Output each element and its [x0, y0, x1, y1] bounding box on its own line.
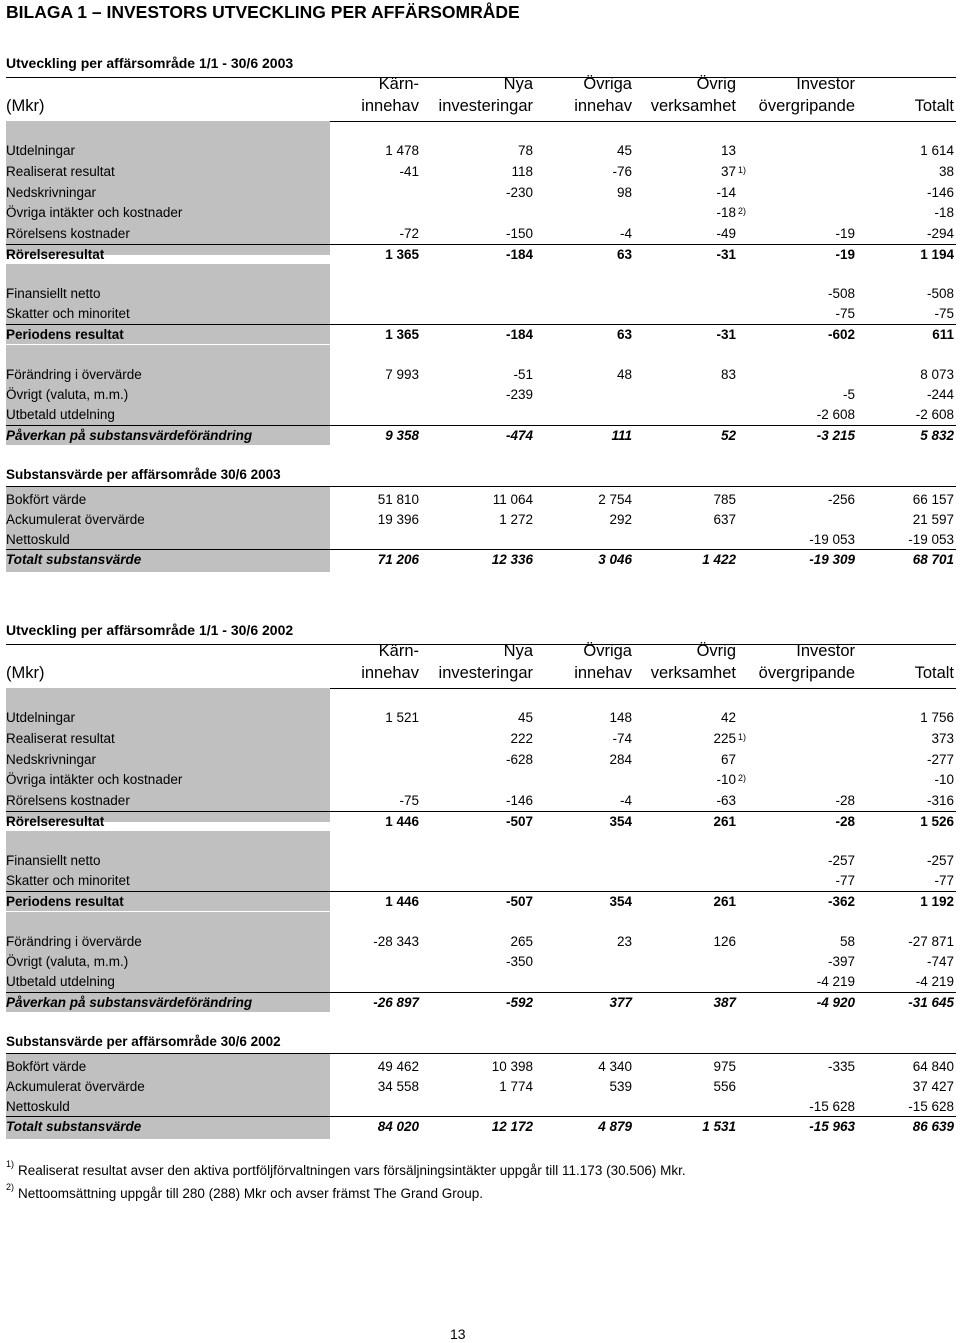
table-cell: -75	[399, 793, 419, 808]
table-cell: -146	[505, 793, 533, 808]
table-cell: -4 219	[915, 974, 954, 989]
row-label: Skatter och minoritet	[6, 873, 130, 888]
table-cell: -28	[835, 793, 855, 808]
column-header-5-line2: övergripande	[758, 664, 855, 682]
row-label: Rörelseresultat	[6, 247, 105, 262]
table-cell: -19	[835, 247, 855, 262]
table-cell: 1 531	[702, 1119, 736, 1134]
row-label: Utbetald utdelning	[6, 974, 115, 989]
column-header-4-line1: Övrig	[696, 75, 736, 93]
table-cell: -184	[505, 247, 533, 262]
subsection-title: Substansvärde per affärsområde 30/6 2002	[6, 1034, 281, 1049]
unit-label: (Mkr)	[6, 664, 45, 682]
table-cell: -350	[505, 954, 533, 969]
table-cell: -277	[926, 752, 954, 767]
page-number: 13	[450, 1326, 466, 1342]
table-cell: 1 365	[385, 247, 419, 262]
table-cell: 98	[616, 185, 632, 200]
table-cell: -19	[835, 226, 855, 241]
table-cell: 1 521	[385, 710, 419, 725]
table-cell: 45	[616, 143, 632, 158]
table-row	[6, 811, 956, 832]
row-label: Övriga intäkter och kostnader	[6, 205, 183, 220]
table-cell: 83	[720, 367, 736, 382]
table-cell: -592	[505, 995, 533, 1010]
table-cell: 23	[616, 934, 632, 949]
row-label: Påverkan på substansvärdeförändring	[6, 995, 253, 1010]
table-cell: 84 020	[377, 1119, 419, 1134]
table-cell: -4	[619, 226, 632, 241]
table-cell: -184	[505, 327, 533, 342]
row-label: Totalt substansvärde	[6, 1119, 142, 1134]
table-cell: 118	[511, 164, 533, 179]
table-cell: -51	[513, 367, 533, 382]
section-1	[6, 55, 956, 575]
footnote-reference: 2)	[738, 206, 747, 216]
table-cell: -76	[612, 164, 632, 179]
table-cell: 354	[609, 814, 632, 829]
row-label: Övrigt (valuta, m.m.)	[6, 387, 129, 402]
table-cell: -75	[934, 306, 954, 321]
row-label: Realiserat resultat	[6, 731, 115, 746]
footnote-mark: 2)	[6, 1182, 15, 1192]
table-cell: -10	[716, 772, 736, 787]
table-cell: -31 645	[908, 995, 954, 1010]
table-row	[6, 932, 956, 952]
table-cell: -294	[926, 226, 954, 241]
table-cell: 1 614	[920, 143, 954, 158]
table-cell: 34 558	[377, 1079, 419, 1094]
table-cell: 63	[616, 327, 632, 342]
table-cell: -27 871	[908, 934, 954, 949]
table-row	[6, 770, 956, 790]
table-cell: -28 343	[373, 934, 419, 949]
footnote-reference: 1)	[738, 165, 747, 175]
table-cell: -77	[835, 873, 855, 888]
table-cell: 261	[713, 894, 736, 909]
table-cell: -26 897	[373, 995, 419, 1010]
table-cell: 12 336	[491, 552, 533, 567]
table-cell: -75	[835, 306, 855, 321]
table-cell: 265	[510, 934, 533, 949]
footnote-text: Nettoomsättning uppgår till 280 (288) Mkr och avser främst The Grand Group.	[18, 1186, 483, 1201]
table-cell: -230	[505, 185, 533, 200]
table-cell: 37	[720, 164, 736, 179]
table-row	[6, 871, 956, 891]
footnote-text: Realiserat resultat avser den aktiva portföljförvaltningen vars försäljningsintäkter uppgår till 11.173 (30.506) Mkr.	[18, 1163, 686, 1178]
table-cell: -474	[505, 428, 533, 443]
table-row	[6, 304, 956, 324]
table-cell: 1 365	[385, 327, 419, 342]
table-row	[6, 791, 956, 811]
table-cell: 1 272	[499, 512, 533, 527]
column-header-5-line1: Investor	[796, 642, 855, 660]
column-header-2-line1: Nya	[503, 642, 533, 660]
table-row	[6, 972, 956, 992]
table-cell: -2 608	[915, 407, 954, 422]
column-header-1-line2: innehav	[361, 664, 419, 682]
row-label: Nettoskuld	[6, 1099, 70, 1114]
table-cell: 611	[932, 327, 954, 342]
table-cell: 1 446	[385, 814, 419, 829]
section-title: Utveckling per affärsområde 1/1 - 30/6 2002	[6, 622, 294, 638]
footnote-2	[6, 1182, 483, 1201]
row-label: Utdelningar	[6, 143, 76, 158]
table-row	[6, 1097, 956, 1117]
table-cell: 1 478	[385, 143, 419, 158]
table-cell: 261	[713, 814, 736, 829]
table-cell: 785	[713, 492, 736, 507]
table-row	[6, 891, 956, 912]
table-cell: -19 053	[809, 532, 855, 547]
table-cell: 354	[609, 894, 632, 909]
table-row	[6, 203, 956, 223]
table-cell: -244	[926, 387, 954, 402]
table-row	[6, 224, 956, 244]
table-cell: -19 309	[809, 552, 855, 567]
column-header-2-line1: Nya	[503, 75, 533, 93]
table-cell: -5	[842, 387, 855, 402]
column-header-1-line2: innehav	[361, 97, 419, 115]
table-cell: 4 340	[598, 1059, 632, 1074]
table-cell: 9 358	[385, 428, 419, 443]
column-header-4-line2: verksamhet	[650, 97, 736, 115]
row-label: Totalt substansvärde	[6, 552, 142, 567]
table-cell: -257	[827, 853, 855, 868]
table-cell: 284	[609, 752, 632, 767]
row-label: Finansiellt netto	[6, 286, 101, 301]
table-cell: -508	[926, 286, 954, 301]
table-row	[6, 750, 956, 770]
table-cell: 58	[839, 934, 855, 949]
row-label: Ackumulerat övervärde	[6, 1079, 145, 1094]
table-cell: -72	[399, 226, 419, 241]
table-row	[6, 425, 956, 446]
table-cell: -146	[926, 185, 954, 200]
table-cell: -31	[716, 247, 736, 262]
table-cell: 111	[611, 428, 632, 443]
row-label: Övriga intäkter och kostnader	[6, 772, 183, 787]
row-label: Utdelningar	[6, 710, 76, 725]
table-cell: -628	[505, 752, 533, 767]
footnote-reference: 2)	[738, 773, 747, 783]
row-label: Övrigt (valuta, m.m.)	[6, 954, 129, 969]
table-row	[6, 708, 956, 728]
table-cell: 66 157	[912, 492, 954, 507]
table-row	[6, 992, 956, 1013]
table-cell: 2 754	[598, 492, 632, 507]
row-label: Finansiellt netto	[6, 853, 101, 868]
table-cell: 1 756	[920, 710, 954, 725]
table-cell: -2 608	[816, 407, 855, 422]
row-label: Nedskrivningar	[6, 185, 97, 200]
table-cell: 1 446	[385, 894, 419, 909]
table-row	[6, 952, 956, 972]
table-cell: 19 396	[377, 512, 419, 527]
table-cell: 37 427	[912, 1079, 954, 1094]
table-cell: 222	[510, 731, 533, 746]
table-cell: 67	[720, 752, 736, 767]
row-label: Bokfört värde	[6, 1059, 87, 1074]
table-cell: 4 879	[598, 1119, 632, 1134]
table-cell: 3 046	[598, 552, 632, 567]
footnote-reference: 1)	[738, 732, 747, 742]
column-header-5-line1: Investor	[796, 75, 855, 93]
table-cell: -77	[934, 873, 954, 888]
table-cell: -15 963	[809, 1119, 855, 1134]
table-cell: -28	[835, 814, 855, 829]
row-label: Nedskrivningar	[6, 752, 97, 767]
table-cell: -19 053	[908, 532, 954, 547]
column-header-4-line2: verksamhet	[650, 664, 736, 682]
table-cell: 45	[517, 710, 533, 725]
table-cell: 1 774	[499, 1079, 533, 1094]
row-label: Utbetald utdelning	[6, 407, 115, 422]
table-row	[6, 324, 956, 345]
table-row	[6, 365, 956, 385]
table-cell: -508	[827, 286, 855, 301]
table-cell: 556	[713, 1079, 736, 1094]
column-header-6-line2: Totalt	[914, 97, 954, 115]
table-cell: -15 628	[908, 1099, 954, 1114]
table-cell: -18	[934, 205, 954, 220]
table-cell: 12 172	[491, 1119, 533, 1134]
column-header-3-line1: Övriga	[583, 642, 632, 660]
table-row	[6, 490, 956, 510]
row-label: Periodens resultat	[6, 894, 124, 909]
table-cell: 21 597	[912, 512, 954, 527]
column-header-6-line2: Totalt	[914, 664, 954, 682]
table-cell: -4	[619, 793, 632, 808]
table-row	[6, 405, 956, 425]
row-label: Realiserat resultat	[6, 164, 115, 179]
table-row	[6, 530, 956, 550]
row-label: Nettoskuld	[6, 532, 70, 547]
table-cell: 539	[609, 1079, 632, 1094]
row-label: Rörelseresultat	[6, 814, 105, 829]
table-cell: -4 219	[816, 974, 855, 989]
table-cell: -63	[716, 793, 736, 808]
table-row	[6, 385, 956, 405]
table-cell: 5 832	[920, 428, 954, 443]
table-cell: -239	[505, 387, 533, 402]
table-cell: 68 701	[912, 552, 954, 567]
table-row	[6, 549, 956, 570]
table-row	[6, 162, 956, 182]
table-cell: -41	[399, 164, 419, 179]
table-cell: 78	[517, 143, 533, 158]
table-cell: 126	[713, 934, 736, 949]
table-cell: -602	[827, 327, 855, 342]
column-header-3-line2: innehav	[574, 97, 632, 115]
table-row	[6, 244, 956, 265]
section-2	[6, 622, 956, 1142]
row-label: Skatter och minoritet	[6, 306, 130, 321]
table-cell: 1 422	[702, 552, 736, 567]
table-row	[6, 1057, 956, 1077]
table-cell: -18	[716, 205, 736, 220]
row-label: Periodens resultat	[6, 327, 124, 342]
table-cell: 51 810	[377, 492, 419, 507]
table-row	[6, 1116, 956, 1137]
column-header-2-line2: investeringar	[438, 97, 533, 115]
table-cell: -257	[926, 853, 954, 868]
column-header-2-line2: investeringar	[438, 664, 533, 682]
table-cell: -397	[827, 954, 855, 969]
column-header-3-line2: innehav	[574, 664, 632, 682]
table-cell: -507	[505, 814, 533, 829]
table-cell: 373	[931, 731, 954, 746]
table-row	[6, 284, 956, 304]
footnote-mark: 1)	[6, 1159, 15, 1169]
table-row	[6, 510, 956, 530]
table-cell: 11 064	[492, 492, 533, 507]
row-label: Förändring i övervärde	[6, 367, 142, 382]
row-label: Förändring i övervärde	[6, 934, 142, 949]
row-label: Påverkan på substansvärdeförändring	[6, 428, 253, 443]
table-cell: -362	[827, 894, 855, 909]
table-cell: 49 462	[377, 1059, 419, 1074]
table-cell: 8 073	[920, 367, 954, 382]
table-cell: 1 526	[920, 814, 954, 829]
row-label: Rörelsens kostnader	[6, 226, 130, 241]
table-cell: 52	[720, 428, 736, 443]
table-cell: -14	[716, 185, 736, 200]
subsection-rule	[6, 486, 956, 487]
table-cell: 42	[720, 710, 736, 725]
table-row	[6, 183, 956, 203]
subsection-title: Substansvärde per affärsområde 30/6 2003	[6, 467, 281, 482]
table-row	[6, 851, 956, 871]
table-cell: 225	[713, 731, 736, 746]
table-cell: -31	[716, 327, 736, 342]
table-cell: 86 639	[912, 1119, 954, 1134]
table-cell: 10 398	[491, 1059, 533, 1074]
table-cell: -256	[827, 492, 855, 507]
table-cell: -49	[716, 226, 736, 241]
page-title: BILAGA 1 – INVESTORS UTVECKLING PER AFFÄRSOMRÅDE	[6, 2, 520, 22]
table-cell: -507	[505, 894, 533, 909]
table-cell: 387	[713, 995, 736, 1010]
table-cell: -15 628	[809, 1099, 855, 1114]
table-cell: 63	[616, 247, 632, 262]
table-cell: 64 840	[912, 1059, 954, 1074]
section-title: Utveckling per affärsområde 1/1 - 30/6 2003	[6, 55, 294, 71]
table-row	[6, 141, 956, 161]
table-cell: 292	[609, 512, 632, 527]
table-cell: -10	[934, 772, 954, 787]
table-cell: 1 192	[920, 894, 954, 909]
table-cell: -316	[926, 793, 954, 808]
column-header-3-line1: Övriga	[583, 75, 632, 93]
table-cell: 148	[609, 710, 632, 725]
table-cell: 1 194	[920, 247, 954, 262]
table-cell: -150	[505, 226, 533, 241]
table-cell: -74	[612, 731, 632, 746]
table-cell: 71 206	[377, 552, 419, 567]
column-header-1-line1: Kärn-	[378, 75, 419, 93]
unit-label: (Mkr)	[6, 97, 45, 115]
table-cell: -335	[827, 1059, 855, 1074]
table-cell: 7 993	[385, 367, 419, 382]
table-cell: -3 215	[816, 428, 855, 443]
column-header-1-line1: Kärn-	[378, 642, 419, 660]
column-header-4-line1: Övrig	[696, 642, 736, 660]
column-header-5-line2: övergripande	[758, 97, 855, 115]
table-cell: 637	[713, 512, 736, 527]
table-cell: -747	[926, 954, 954, 969]
table-cell: 975	[713, 1059, 736, 1074]
table-cell: 48	[616, 367, 632, 382]
row-label: Bokfört värde	[6, 492, 87, 507]
table-cell: 38	[938, 164, 954, 179]
row-label: Rörelsens kostnader	[6, 793, 130, 808]
table-row	[6, 729, 956, 749]
footnote-1	[6, 1159, 686, 1178]
row-label: Ackumulerat övervärde	[6, 512, 145, 527]
subsection-rule	[6, 1053, 956, 1054]
table-row	[6, 1077, 956, 1097]
table-cell: 13	[720, 143, 736, 158]
table-cell: 377	[609, 995, 632, 1010]
table-cell: -4 920	[816, 995, 855, 1010]
